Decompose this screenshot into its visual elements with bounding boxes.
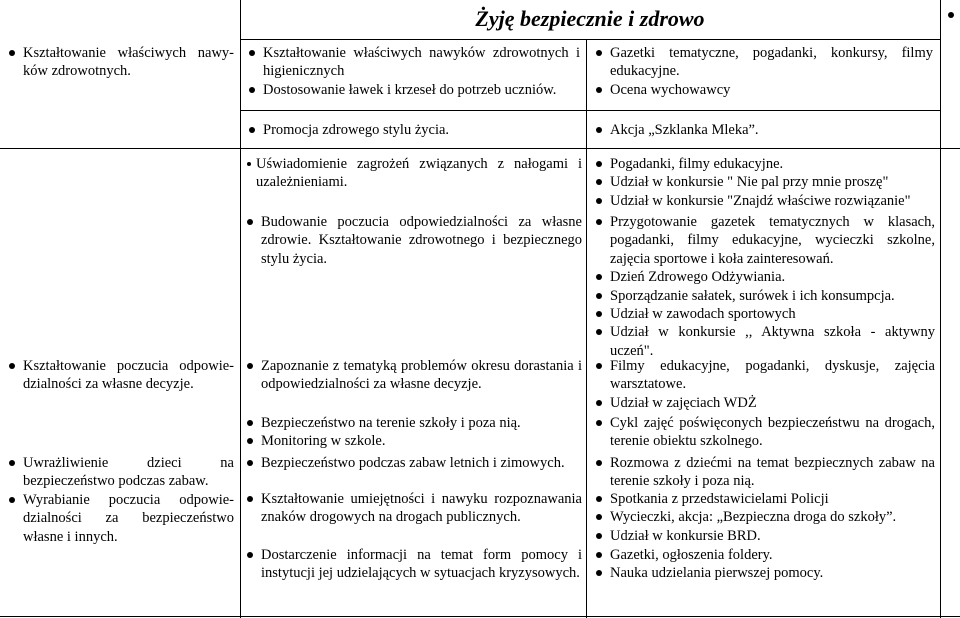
page-title: Żyję bezpiecznie i zdrowo <box>475 6 705 31</box>
list-item: Wyrabianie poczucia odpowie-dzialności za bezpieczeństwo własne i innych. <box>6 491 234 546</box>
row3-forms-a <box>593 155 935 210</box>
list-item: Udział w konkursie BRD. <box>593 527 935 545</box>
title-underline <box>240 39 940 40</box>
list-item: Zapoznanie z tematyką problemów okresu dorastania i odpowiedzialności za własne decyzje. <box>244 357 582 394</box>
list-item: Dostosowanie ławek i krzeseł do potrzeb uczniów. <box>246 81 580 99</box>
list-item: Udział w zajęciach WDŻ <box>593 394 935 412</box>
row2-tasks <box>246 121 580 139</box>
col-divider-1 <box>240 0 241 618</box>
list-item: Sporządzanie sałatek, surówek i ich konsumpcja. <box>593 287 935 305</box>
list-item: Uświadomienie zagrożeń związanych z nałogami i uzależnieniami. <box>244 155 582 192</box>
list-item: Pogadanki, filmy edukacyjne. <box>593 155 935 173</box>
list-item: Nauka udzielania pierwszej pomocy. <box>593 564 935 582</box>
row1-forms <box>593 44 933 99</box>
row3-task-f <box>244 490 582 527</box>
list-item: Promocja zdrowego stylu życia. <box>246 121 580 139</box>
row3-task-c <box>244 357 582 394</box>
list-item: Przygotowanie gazetek tematycznych w klasach, pogadanki, filmy edukacyjne, wycieczki szkolne, zajęcia sportowe i koła zainteresowań. <box>593 213 935 268</box>
list-item: Cykl zajęć poświęconych bezpieczeństwu na drogach, terenie obiektu szkolnego. <box>593 414 935 451</box>
list-item: Udział w konkursie "Znajdź właściwe rozwiązanie" <box>593 192 935 210</box>
list-item: Kształtowanie właściwych nawy-ków zdrowotnych. <box>6 44 234 81</box>
bottom-border <box>0 616 960 617</box>
goals-top <box>6 44 234 81</box>
list-item: Gazetki, ogłoszenia foldery. <box>593 546 935 564</box>
list-item: Monitoring w szkole. <box>244 432 582 450</box>
row3-task-g <box>244 546 582 583</box>
col-divider-2 <box>586 40 587 618</box>
row3-task-b <box>244 213 582 268</box>
col-divider-3 <box>940 0 941 618</box>
list-item: Wycieczki, akcja: „Bezpieczna droga do szkoły”. <box>593 508 935 526</box>
list-item: Budowanie poczucia odpowiedzialności za własne zdrowie. Kształtowanie zdrowotnego i bezpiecznego stylu życia. <box>244 213 582 268</box>
row3-task-a <box>244 155 582 192</box>
row3-task-e <box>244 454 582 472</box>
row3-forms-g <box>593 546 935 583</box>
list-item: Udział w konkursie " Nie pal przy mnie proszę" <box>593 173 935 191</box>
list-item: Gazetki tematyczne, pogadanki, konkursy, filmy edukacyjne. <box>593 44 933 81</box>
list-item: Spotkania z przedstawicielami Policji <box>593 490 935 508</box>
row-divider-1 <box>240 110 940 111</box>
list-item: Bezpieczeństwo na terenie szkoły i poza nią. <box>244 414 582 432</box>
list-item: Kształtowanie właściwych nawyków zdrowotnych i higienicznych <box>246 44 580 81</box>
list-item: Kształtowanie umiejętności i nawyku rozpoznawania znaków drogowych na drogach publicznych. <box>244 490 582 527</box>
list-item: Ocena wychowawcy <box>593 81 933 99</box>
list-item: Dzień Zdrowego Odżywiania. <box>593 268 935 286</box>
row3-task-d <box>244 414 582 451</box>
list-item: Uwrażliwienie dzieci na bezpieczeństwo podczas zabaw. <box>6 454 234 491</box>
goals-mid <box>6 357 234 394</box>
stray-bullet <box>948 12 954 18</box>
list-item: Udział w zawodach sportowych <box>593 305 935 323</box>
row2-forms <box>593 121 933 139</box>
list-item: Bezpieczeństwo podczas zabaw letnich i zimowych. <box>244 454 582 472</box>
row3-forms-e <box>593 454 935 491</box>
list-item: Akcja „Szklanka Mleka”. <box>593 121 933 139</box>
row-divider-2 <box>0 148 960 149</box>
list-item: Filmy edukacyjne, pogadanki, dyskusje, zajęcia warsztatowe. <box>593 357 935 394</box>
list-item: Kształtowanie poczucia odpowie-dzialności za własne decyzje. <box>6 357 234 394</box>
row3-forms-f <box>593 490 935 545</box>
row3-forms-d <box>593 414 935 451</box>
row3-forms-b <box>593 213 935 360</box>
row1-tasks <box>246 44 580 99</box>
list-item: Rozmowa z dziećmi na temat bezpiecznych zabaw na terenie szkoły i poza nią. <box>593 454 935 491</box>
goals-bottom <box>6 454 234 546</box>
row3-forms-c <box>593 357 935 412</box>
list-item: Udział w konkursie ,, Aktywna szkoła - aktywny uczeń". <box>593 323 935 360</box>
list-item: Dostarczenie informacji na temat form pomocy i instytucji jej udzielających w sytuacjach kryzysowych. <box>244 546 582 583</box>
